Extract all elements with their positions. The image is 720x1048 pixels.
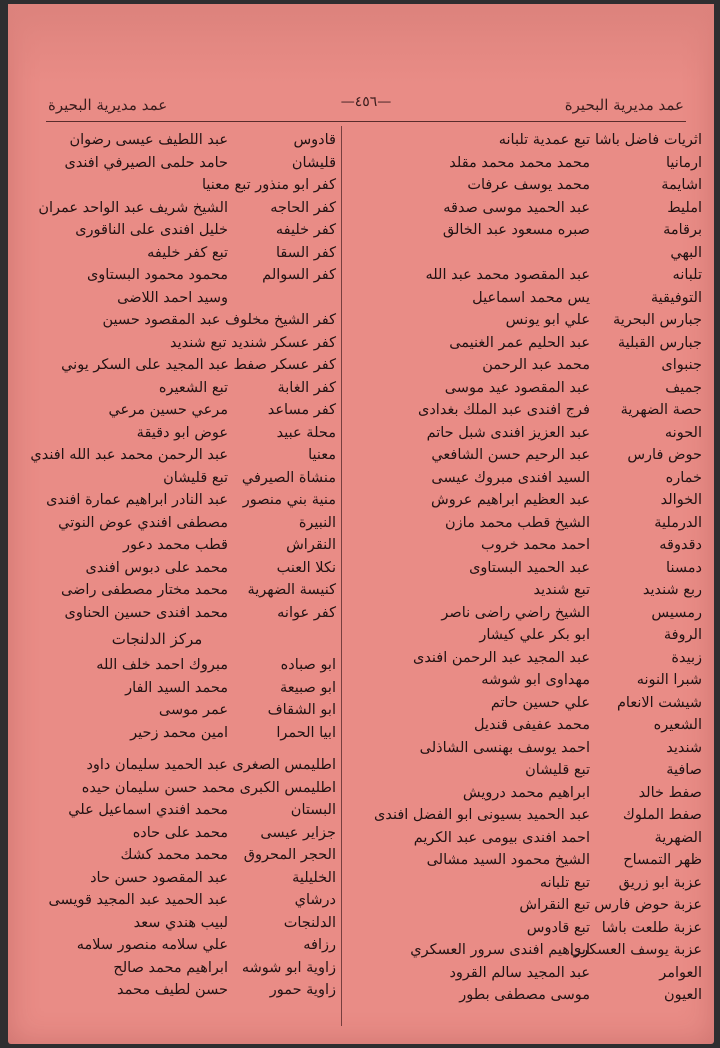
place-name: شيشت الانعام: [616, 694, 702, 711]
place-name: ارمانيا: [665, 154, 702, 171]
place-name: منية بني منصور: [242, 492, 336, 508]
place-name: ظهر التمساح: [623, 852, 702, 868]
list-item: [350, 129, 702, 152]
omda-name: يس محمد اسماعيل: [472, 289, 590, 306]
place-name: الحونه: [664, 424, 702, 441]
place-name: عزبة طلعت باشا: [601, 919, 702, 936]
place-name: محلة عبيد: [276, 424, 336, 441]
list-item: [38, 399, 336, 422]
omda-name: الشيخ راضي راضى ناصر: [441, 604, 590, 621]
spacer: [38, 744, 336, 754]
omda-name: عبد الحميد البستاوى: [469, 559, 590, 576]
omda-name: احمد محمد خروب: [481, 537, 590, 553]
omda-name: مرعي حسين مرعي: [108, 402, 228, 418]
place-name: حصة الضهرية: [620, 402, 702, 418]
place-name: ابو صبيعة: [280, 679, 336, 696]
place-name: جنبواى: [661, 357, 702, 373]
omda-name: فرج افندى عبد الملك بغدادى: [418, 402, 590, 418]
running-title-left: عمد مديرية البحيرة: [48, 96, 168, 114]
omda-name: مبروك احمد خلف الله: [96, 657, 228, 673]
place-name: الدرملية: [654, 514, 702, 531]
omda-name: لبيب هندي سعد: [133, 914, 228, 931]
list-item: [38, 512, 336, 535]
omda-name: تبع عمدية تلبانه: [498, 132, 590, 148]
place-name: قادوس: [293, 132, 336, 148]
list-item: [350, 422, 702, 445]
list-item: [350, 894, 702, 917]
list-item: [38, 602, 336, 625]
list-item: [350, 489, 702, 512]
place-name: عزبة ابو زريق: [618, 874, 702, 891]
omda-name: تبع تلبانه: [539, 874, 590, 891]
omda-name: عبد الحميد بسيونى ابو الفضل افندى: [373, 807, 590, 823]
omda-name: محمد على دبوس افندى: [85, 559, 228, 576]
place-name: الدلنجات: [283, 914, 336, 931]
place-name: كنيسة الضهرية: [247, 582, 336, 598]
omda-name: محمد عفيفى قنديل: [473, 717, 590, 733]
list-item: [38, 219, 336, 242]
list-item: [350, 737, 702, 760]
place-name: العوامر: [659, 964, 702, 981]
place-name: البستان: [290, 802, 336, 818]
place-name: العيون: [664, 987, 702, 1003]
omda-name: السيد افندى مبروك عيسى: [431, 469, 590, 486]
entry-text: كفر ابو منذور تبع معنيا: [201, 177, 336, 193]
place-name: امليط: [667, 199, 702, 216]
list-item: [38, 867, 336, 890]
list-item: [350, 872, 702, 895]
omda-name: عبد المقصود حسن حاد: [90, 869, 228, 886]
omda-name: علي سلامه منصور سلامه: [76, 937, 228, 953]
running-title-right: عمد مديرية البحيرة: [564, 96, 684, 114]
omda-name: ابراهيم محمد صالح: [113, 959, 228, 976]
list-item: [38, 722, 336, 745]
column-divider: [341, 126, 342, 1026]
list-item: [350, 917, 702, 940]
list-item: [350, 962, 702, 985]
list-item: [38, 677, 336, 700]
omda-name: عبد الرحيم حسن الشافعي: [431, 447, 590, 463]
section-title: مركز الدلنجات: [111, 630, 203, 648]
list-item: [38, 934, 336, 957]
page-number: —٤٥٦—: [340, 94, 392, 110]
omda-name: حامد حلمى الصيرفي افندى: [64, 154, 228, 171]
omda-name: تبع قليشان: [525, 762, 590, 778]
omda-name: محمد السيد الفار: [125, 679, 228, 696]
omda-name: عبد المقصود عيد موسى: [444, 379, 590, 396]
omda-name: عبد الرحمن محمد عبد الله افندي: [30, 447, 228, 463]
list-item: [38, 822, 336, 845]
document-page: [8, 4, 714, 1044]
list-item: [350, 332, 702, 355]
place-name: كفر السوالم: [262, 267, 336, 283]
place-name: اثريات فاضل باشا: [594, 132, 702, 148]
list-item: [350, 557, 702, 580]
place-name: منشاة الصيرفي: [241, 469, 336, 486]
list-item: [350, 849, 702, 872]
list-item: [38, 152, 336, 175]
omda-name: عبد الحميد عبد المجيد قويسى: [48, 892, 228, 908]
list-item: [350, 309, 702, 332]
list-item: [350, 759, 702, 782]
omda-name: الشيخ محمود السيد مشالى: [426, 852, 590, 868]
list-item: [38, 579, 336, 602]
place-name: جميف: [665, 379, 702, 396]
omda-name: تبع النقراش: [519, 897, 590, 913]
entry-text: اطليمس الصغرى عبد الحميد سليمان داود: [86, 757, 336, 773]
omda-name: محمد عبد الرحمن: [482, 357, 590, 373]
list-item: [350, 692, 702, 715]
omda-name: خليل افندى على الناقورى: [75, 222, 228, 238]
omda-name: ابراهيم محمد درويش: [462, 784, 590, 801]
omda-name: عبد الحليم عمر الغنيمى: [449, 334, 590, 351]
omda-name: مصطفى افندي عوض النوتي: [58, 514, 228, 531]
list-item: [30, 444, 336, 467]
omda-name: عبد النادر ابراهيم عمارة افندى: [46, 492, 228, 508]
list-item: [350, 219, 702, 242]
list-item: [38, 264, 336, 309]
place-name: دقدوقه: [659, 537, 702, 553]
place-name: صافية: [666, 762, 702, 778]
place-name: الخليلية: [292, 869, 336, 886]
list-item: [38, 912, 336, 935]
omda-name: الشيخ شريف عبد الواحد عمران: [38, 199, 228, 216]
place-name: النبيرة: [298, 514, 336, 531]
omda-name: محمد محمد محمد مقلد: [449, 154, 590, 171]
omda-name: الشيخ قطب محمد مازن: [445, 514, 590, 531]
omda-name: تبع الشعيره: [158, 379, 228, 396]
omda-name: تبع شنديد: [533, 582, 590, 598]
omda-name: تبع قليشان: [163, 469, 228, 486]
place-name: برقامة: [663, 222, 702, 238]
place-name: تلبانه: [672, 267, 702, 283]
place-name: خماره: [665, 469, 702, 486]
place-name: التوفيقية: [650, 289, 702, 306]
omda-name: ابراهيم افندى سرور العسكري: [410, 942, 590, 958]
list-item: [350, 197, 702, 220]
place-name: ابو صباده: [280, 657, 336, 673]
list-item: [350, 669, 702, 692]
list-item: [38, 422, 336, 445]
list-item: [350, 827, 702, 850]
omda-name: احمد يوسف بهنسى الشاذلى: [419, 739, 590, 756]
place-name: ابيا الحمرا: [276, 724, 336, 741]
list-item: [350, 939, 702, 962]
place-name: رزافه: [303, 937, 336, 953]
omda-name: حسن لطيف محمد: [117, 982, 228, 998]
place-name: زاوية ابو شوشه: [241, 959, 336, 976]
omda-name: عبد المقصود محمد عبد الله: [425, 267, 590, 283]
place-name: البهي: [670, 244, 702, 261]
omda-name: محمد افندى حسين الحناوى: [64, 604, 228, 621]
list-item: [350, 264, 702, 287]
place-name: صفط الملوك: [622, 807, 702, 823]
list-item: [38, 534, 336, 557]
omda-name: عبد المجيد عبد الرحمن افندى: [412, 649, 590, 666]
place-name: الخوالد: [660, 492, 702, 508]
list-item: [350, 377, 702, 400]
omda-name: ابو بكر علي كيشار: [479, 627, 590, 643]
place-name: الحجر المحروق: [243, 847, 336, 863]
list-item: [350, 444, 702, 467]
list-item: [38, 489, 336, 512]
list-item: [38, 242, 336, 265]
list-item: [38, 174, 336, 197]
place-name: كفر مساعد: [267, 402, 336, 418]
list-item: [350, 287, 702, 310]
omda-name: عبد اللطيف عيسى رضوان: [69, 132, 228, 148]
entry-text: كفر عسكر شنديد تبع شنديد: [170, 334, 336, 351]
omda-name: علي ابو يونس: [505, 312, 590, 328]
place-name: عزبة يوسف العسكري: [569, 942, 702, 958]
place-name: الضهرية: [654, 829, 702, 846]
omda-name: عبد العزيز افندى شبل حاتم: [426, 424, 590, 441]
list-item: [38, 699, 336, 722]
place-name: حوض فارس: [627, 447, 702, 463]
place-name: جزاير عيسى: [260, 824, 336, 841]
list-item: [350, 399, 702, 422]
place-name: قليشان: [291, 154, 336, 171]
omda-name: عبد الحميد موسى صدقه: [443, 199, 590, 216]
place-name: الروفة: [663, 627, 702, 643]
place-name: كفر خليفه: [275, 222, 336, 238]
list-item: [38, 354, 336, 377]
place-name: اشايمة: [661, 177, 702, 193]
list-item: [350, 174, 702, 197]
list-item: [38, 557, 336, 580]
omda-name: مهداوى ابو شوشه: [481, 672, 590, 688]
place-name: كفر الغابة: [277, 379, 336, 396]
omda-name: قطب محمد دعور: [122, 537, 228, 553]
list-item: [38, 889, 336, 912]
list-item: [38, 197, 336, 220]
place-name: جبارس القبلية: [617, 334, 702, 351]
omda-name: محمد افندي اسماعيل علي: [68, 802, 228, 818]
place-name: نكلا العنب: [276, 559, 336, 576]
omda-name: محمد مختار مصطفى راضى: [61, 582, 228, 598]
place-name: رمسيس: [651, 604, 702, 621]
page-header: [48, 94, 684, 120]
omda-name: عوض ابو دقيقة: [136, 424, 228, 441]
omda-name: تبع قادوس: [526, 919, 590, 936]
omda-name: محمود محمود البستاوى وسيد احمد اللاضى: [86, 267, 228, 306]
place-name: ابو الشقاف: [267, 702, 336, 718]
list-item: [38, 467, 336, 490]
omda-name: عبد العظيم ابراهيم عروش: [431, 492, 590, 508]
omda-name: موسى مصطفى بطور: [459, 987, 590, 1003]
list-item: [350, 714, 702, 737]
omda-name: احمد افندى بيومى عبد الكريم: [413, 829, 590, 846]
omda-name: محمد يوسف عرفات: [467, 177, 590, 193]
place-name: جبارس البحرية: [612, 312, 702, 328]
place-name: زبيدة: [671, 649, 702, 666]
list-item: [38, 799, 336, 822]
list-item: [350, 512, 702, 535]
omda-name: عبد المجيد سالم القرود: [449, 964, 590, 981]
list-item: [350, 624, 702, 647]
place-name: كفر عوانه: [277, 604, 336, 621]
entry-text: كفر الشيخ مخلوف عبد المقصود حسين: [102, 312, 336, 328]
list-item: [38, 957, 336, 980]
list-item: [350, 152, 702, 175]
place-name: صفط خالد: [638, 784, 702, 801]
list-item: [350, 534, 702, 557]
place-name: كفر السقا: [276, 244, 336, 261]
place-name: شبرا النونه: [636, 672, 702, 688]
list-item: [38, 979, 336, 1002]
list-item: [350, 354, 702, 377]
place-name: الشعيره: [653, 717, 702, 733]
list-item: [350, 782, 702, 805]
list-item: [38, 332, 336, 355]
place-name: ربع شنديد: [642, 582, 702, 598]
list-item: [350, 804, 702, 827]
list-item: [350, 647, 702, 670]
list-item: [350, 984, 702, 1007]
list-item: [350, 467, 702, 490]
list-item: [38, 654, 336, 677]
place-name: كفر الحاجه: [270, 199, 336, 216]
place-name: شنديد: [666, 739, 702, 756]
place-name: دمسنا: [666, 559, 702, 576]
omda-name: علي حسين حاتم: [490, 694, 590, 711]
list-item: [350, 242, 702, 265]
omda-name: عمر موسى: [158, 702, 228, 718]
list-item: [350, 602, 702, 625]
header-rule: [46, 121, 686, 122]
place-name: النقراش: [286, 537, 336, 553]
omda-name: محمد محمد كشك: [120, 847, 228, 863]
list-item: [350, 579, 702, 602]
place-name: زاوية حمور: [269, 982, 336, 998]
omda-name: امين محمد زحير: [130, 724, 228, 741]
place-name: معنيا: [308, 447, 336, 463]
list-item: [38, 844, 336, 867]
list-item: [38, 377, 336, 400]
list-item: [38, 777, 336, 800]
omda-name: محمد على حاده: [132, 824, 228, 841]
list-item: [38, 309, 336, 332]
entry-text: اطليمس الكبرى محمد حسن سليمان حيده: [81, 779, 336, 796]
left-column: [30, 129, 336, 1002]
omda-name: صبره مسعود عبد الخالق: [442, 222, 590, 238]
omda-name: تبع كفر خليفه: [147, 244, 228, 261]
list-item: [38, 754, 336, 777]
place-name: درشاي: [294, 892, 336, 908]
place-name: عزبة حوض فارس: [594, 897, 702, 913]
entry-text: كفر عسكر صفط عبد المجيد على السكر يوني: [61, 357, 336, 373]
right-column: [350, 129, 702, 1007]
list-item: [38, 129, 336, 152]
